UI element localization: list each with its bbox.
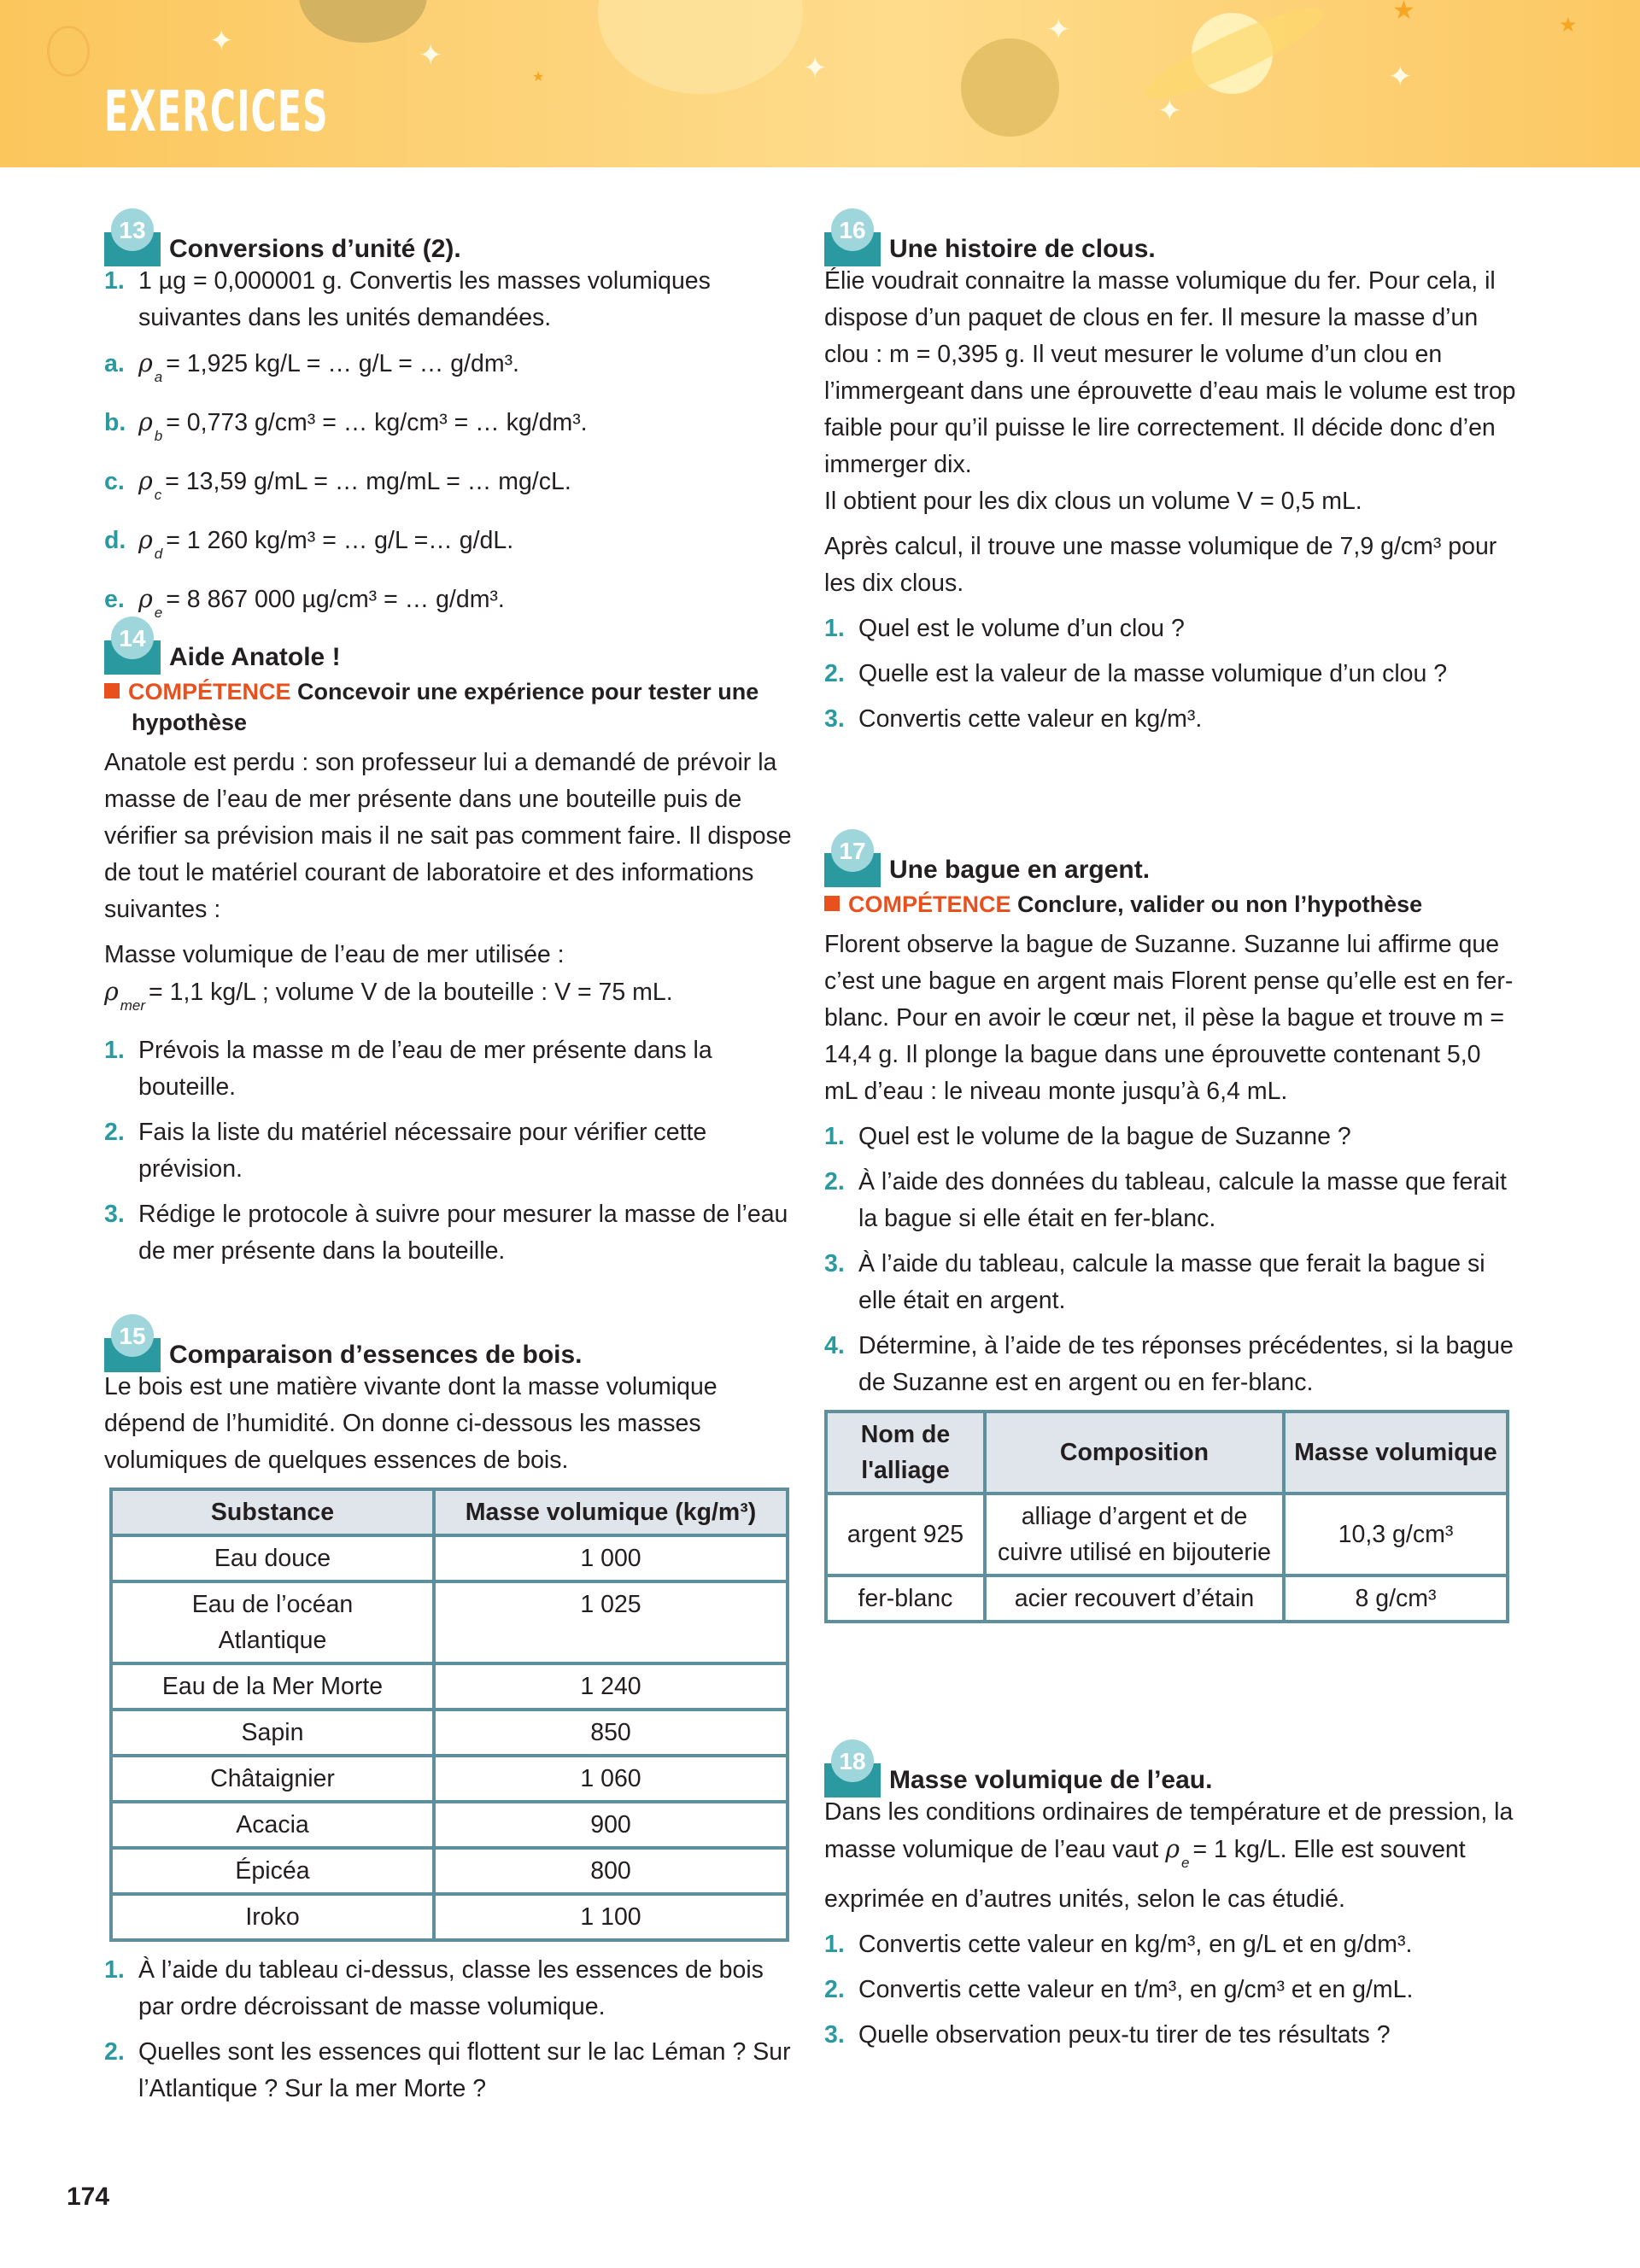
sparkle-icon: ✦	[209, 25, 234, 57]
question	[104, 1032, 796, 1106]
item-c	[104, 463, 796, 513]
sparkle-icon: ✦	[803, 52, 828, 85]
exercise-heading	[104, 622, 796, 671]
star-icon: ★	[1559, 14, 1578, 37]
cell-value: 800	[434, 1848, 788, 1894]
question-text: Convertis cette valeur en kg/m³.	[858, 705, 1203, 733]
paragraph	[824, 1794, 1516, 1918]
subscript: a	[154, 369, 163, 385]
planet-decoration	[299, 0, 427, 43]
competence	[824, 889, 1516, 920]
table-row	[826, 1575, 1508, 1622]
question-text: Quelles sont les essences qui flottent sur le lac Léman ? Sur l’Atlantique ? Sur la mer Morte ?	[138, 2038, 791, 2102]
item-letter: a.	[104, 350, 125, 377]
question	[824, 1246, 1516, 1319]
exercise-number: 14	[111, 617, 154, 659]
item-letter: e.	[104, 586, 125, 613]
column-header: Masse volumique (kg/m³)	[434, 1489, 788, 1535]
table-row	[111, 1710, 788, 1756]
planet-decoration	[961, 38, 1059, 137]
question-text: Détermine, à l’aide de tes réponses précédentes, si la bague de Suzanne est en argent ou en fer-blanc.	[858, 1332, 1514, 1396]
column-header: Masse volumique	[1284, 1412, 1508, 1493]
subscript: d	[154, 546, 163, 562]
table-row	[111, 1848, 788, 1894]
square-bullet-icon	[824, 896, 840, 911]
rho-symbol: ρ	[104, 978, 119, 1006]
question-text: Prévois la masse m de l’eau de mer présente dans la bouteille.	[138, 1037, 712, 1101]
cell-substance: Eau douce	[111, 1535, 434, 1581]
exercise-14	[104, 622, 796, 1278]
exercise-16	[824, 213, 1516, 746]
wood-density-table	[109, 1488, 789, 1942]
question	[824, 1164, 1516, 1237]
question-number: 1.	[104, 267, 125, 295]
sparkle-icon: ✦	[1157, 95, 1182, 127]
rho-symbol: ρ	[138, 408, 153, 436]
cell-substance: Épicéa	[111, 1848, 434, 1894]
exercise-number: 17	[831, 829, 874, 872]
paragraph: Florent observe la bague de Suzanne. Suzanne lui affirme que c’est une bague en argent mais Florent pense qu’elle est en fer-blanc. Pour en avoir le cœur net, il pèse la bague et trouve m = 14,4 g. Il plonge la bague dans une éprouvette contenant 5,0 mL d’eau : le niveau monte jusqu’à 6,4 mL.	[824, 931, 1514, 1105]
cell-substance: Iroko	[111, 1894, 434, 1940]
table-row	[111, 1535, 788, 1581]
cell-composition: acier recouvert d’étain	[985, 1575, 1284, 1622]
cell-value: 1 000	[434, 1535, 788, 1581]
cell-value: 850	[434, 1710, 788, 1756]
subscript: b	[154, 428, 163, 444]
exercise-18	[824, 1745, 1516, 2062]
table-row	[111, 1581, 788, 1663]
rho-symbol: ρ	[1165, 1835, 1180, 1863]
paragraph-text: Dans les conditions ordinaires de température et de pression, la masse volumique de l’eau vaut	[824, 1798, 1514, 1863]
question	[824, 2017, 1516, 2054]
table-row	[111, 1894, 788, 1940]
question-text: Convertis cette valeur en kg/m³, en g/L et en g/dm³.	[858, 1931, 1413, 1958]
question	[104, 263, 796, 336]
exercise-title: Conversions d’unité (2).	[169, 235, 461, 263]
question-text: Convertis cette valeur en t/m³, en g/cm³ et en g/mL.	[858, 1976, 1414, 2003]
paragraph: Il obtient pour les dix clous un volume V = 0,5 mL.	[824, 488, 1362, 515]
question-text: Fais la liste du matériel nécessaire pour vérifier cette prévision.	[138, 1119, 707, 1183]
question	[824, 1328, 1516, 1401]
item-text: = 8 867 000 µg/cm³ = … g/dm³.	[166, 586, 505, 613]
exercise-heading	[824, 834, 1516, 884]
rho-symbol: ρ	[138, 349, 153, 377]
rho-symbol: ρ	[138, 585, 153, 613]
question-number: 3.	[824, 1250, 845, 1277]
atom-icon	[47, 26, 90, 77]
cell-substance: Acacia	[111, 1802, 434, 1848]
exercise-13	[104, 213, 796, 640]
question	[104, 1196, 796, 1270]
question-text: À l’aide du tableau, calcule la masse que ferait la bague si elle était en argent.	[858, 1250, 1485, 1314]
item-d	[104, 522, 796, 572]
question-number: 1.	[824, 1931, 845, 1958]
item-a	[104, 345, 796, 395]
exercise-heading	[104, 1319, 796, 1369]
column-header: Composition	[985, 1412, 1284, 1493]
question-text: Quel est le volume d’un clou ?	[858, 615, 1185, 642]
page-header	[0, 0, 1640, 167]
exercise-title: Une histoire de clous.	[889, 235, 1156, 263]
subscript: mer	[120, 997, 146, 1014]
question-text: Quelle observation peux-tu tirer de tes résultats ?	[858, 2021, 1391, 2049]
cell-composition: alliage d’argent et de cuivre utilisé en bijouterie	[985, 1493, 1284, 1575]
item-letter: d.	[104, 527, 126, 554]
paragraph: Anatole est perdu : son professeur lui a demandé de prévoir la masse de l’eau de mer présente dans une bouteille puis de vérifier sa prévision mais il ne sait pas comment faire. Il dispose de tout le matériel courant de laboratoire et des informations suivantes :	[104, 749, 792, 923]
question-number: 1.	[824, 1123, 845, 1150]
exercise-title: Masse volumique de l’eau.	[889, 1766, 1213, 1794]
page-title: EXERCICES	[104, 79, 329, 144]
exercise-heading	[104, 213, 796, 263]
item-text: = 1 260 kg/m³ = … g/L =… g/dL.	[166, 527, 514, 554]
column-header: Nom de l'alliage	[826, 1412, 985, 1493]
subscript: c	[154, 487, 162, 503]
exercise-heading	[824, 213, 1516, 263]
cell-substance: Eau de la Mer Morte	[111, 1663, 434, 1710]
question	[824, 611, 1516, 647]
question	[824, 1926, 1516, 1963]
item-text: = 1,925 kg/L = … g/L = … g/dm³.	[166, 350, 519, 377]
question-number: 1.	[104, 1037, 125, 1064]
star-icon: ★	[532, 70, 545, 85]
question-text: À l’aide des données du tableau, calcule la masse que ferait la bague si elle était en fer-blanc.	[858, 1168, 1507, 1232]
exercise-title: Aide Anatole !	[169, 643, 341, 671]
cell-substance: Châtaignier	[111, 1756, 434, 1802]
question-number: 1.	[104, 1956, 125, 1984]
cell-value: 1 025	[434, 1581, 788, 1663]
competence-label: COMPÉTENCE	[848, 891, 1011, 917]
planet-decoration	[598, 0, 803, 94]
paragraph: Après calcul, il trouve une masse volumique de 7,9 g/cm³ pour les dix clous.	[824, 533, 1497, 597]
cell-alloy: fer-blanc	[826, 1575, 985, 1622]
exercise-title: Une bague en argent.	[889, 856, 1151, 884]
question	[824, 1972, 1516, 2008]
question-number: 2.	[104, 1119, 125, 1146]
question	[824, 1119, 1516, 1155]
question-text: 1 µg = 0,000001 g. Convertis les masses volumiques suivantes dans les unités demandées.	[138, 267, 711, 331]
star-icon: ★	[1392, 0, 1415, 25]
sparkle-icon: ✦	[1388, 61, 1413, 93]
formula	[104, 973, 796, 1024]
rho-symbol: ρ	[138, 526, 153, 554]
paragraph-text: = 1 kg/L. Elle est souvent exprimée en d’autres unités, selon le cas étudié.	[824, 1836, 1466, 1913]
competence-text: Concevoir une expérience pour tester une hypothèse	[132, 679, 759, 735]
paragraph: Le bois est une matière vivante dont la masse volumique dépend de l’humidité. On donne ci-dessous les masses volumiques de quelques essences de bois.	[104, 1373, 718, 1474]
formula-text: = 1,1 kg/L ; volume V de la bouteille : V = 75 mL.	[149, 979, 673, 1006]
exercise-number: 15	[111, 1314, 154, 1357]
question	[104, 2034, 796, 2107]
exercise-15	[104, 1319, 796, 2116]
rho-symbol: ρ	[138, 467, 153, 495]
question-number: 1.	[824, 615, 845, 642]
question-text: Rédige le protocole à suivre pour mesurer la masse de l’eau de mer présente dans la bouteille.	[138, 1201, 788, 1265]
question-number: 3.	[824, 705, 845, 733]
cell-value: 1 100	[434, 1894, 788, 1940]
item-b	[104, 404, 796, 454]
cell-substance: Sapin	[111, 1710, 434, 1756]
exercise-title: Comparaison d’essences de bois.	[169, 1341, 583, 1369]
question-text: Quel est le volume de la bague de Suzanne ?	[858, 1123, 1351, 1150]
square-bullet-icon	[104, 683, 120, 699]
question-number: 3.	[104, 1201, 125, 1228]
exercise-number: 13	[111, 208, 154, 251]
question-number: 3.	[824, 2021, 845, 2049]
question-number: 2.	[824, 1976, 845, 2003]
paragraph: Masse volumique de l’eau de mer utilisée :	[104, 941, 565, 968]
exercise-number: 18	[831, 1739, 874, 1782]
question-number: 2.	[824, 660, 845, 687]
table-row	[826, 1493, 1508, 1575]
question-number: 2.	[824, 1168, 845, 1195]
sparkle-icon: ✦	[419, 39, 443, 72]
item-text: = 13,59 g/mL = … mg/mL = … mg/cL.	[165, 468, 571, 495]
question-text: Quelle est la valeur de la masse volumique d’un clou ?	[858, 660, 1448, 687]
item-letter: c.	[104, 468, 125, 495]
paragraph: Élie voudrait connaitre la masse volumique du fer. Pour cela, il dispose d’un paquet de clous en fer. Il mesure la masse d’un clou : m = 0,395 g. Il veut mesurer le volume d’un clou en l’immergeant dans une éprouvette d’eau mais le volume est trop faible pour qu’il puisse le lire correctement. Il décide donc d’en immerger dix.	[824, 267, 1516, 478]
competence	[104, 676, 796, 738]
sparkle-icon: ✦	[1046, 14, 1071, 46]
competence-label: COMPÉTENCE	[128, 679, 291, 704]
column-header: Substance	[111, 1489, 434, 1535]
question-number: 4.	[824, 1332, 845, 1359]
subscript: e	[1181, 1855, 1190, 1871]
question	[824, 701, 1516, 738]
question	[104, 1114, 796, 1188]
exercise-heading	[824, 1745, 1516, 1794]
question-number: 2.	[104, 2038, 125, 2066]
cell-alloy: argent 925	[826, 1493, 985, 1575]
question	[824, 656, 1516, 693]
cell-substance: Eau de l’océan Atlantique	[111, 1581, 434, 1663]
table-header-row	[826, 1412, 1508, 1493]
subscript: e	[154, 605, 163, 621]
item-letter: b.	[104, 409, 126, 436]
table-row	[111, 1756, 788, 1802]
page-number: 174	[67, 2183, 110, 2211]
cell-density: 10,3 g/cm³	[1284, 1493, 1508, 1575]
alloy-table	[824, 1410, 1509, 1623]
cell-value: 1 240	[434, 1663, 788, 1710]
table-row	[111, 1802, 788, 1848]
exercise-number: 16	[831, 208, 874, 251]
cell-density: 8 g/cm³	[1284, 1575, 1508, 1622]
table-header-row	[111, 1489, 788, 1535]
question	[104, 1952, 796, 2025]
cell-value: 900	[434, 1802, 788, 1848]
exercise-17	[824, 834, 1516, 1623]
item-text: = 0,773 g/cm³ = … kg/cm³ = … kg/dm³.	[166, 409, 588, 436]
table-row	[111, 1663, 788, 1710]
competence-text: Conclure, valider ou non l’hypothèse	[1017, 891, 1423, 917]
cell-value: 1 060	[434, 1756, 788, 1802]
question-text: À l’aide du tableau ci-dessus, classe les essences de bois par ordre décroissant de masse volumique.	[138, 1956, 764, 2020]
